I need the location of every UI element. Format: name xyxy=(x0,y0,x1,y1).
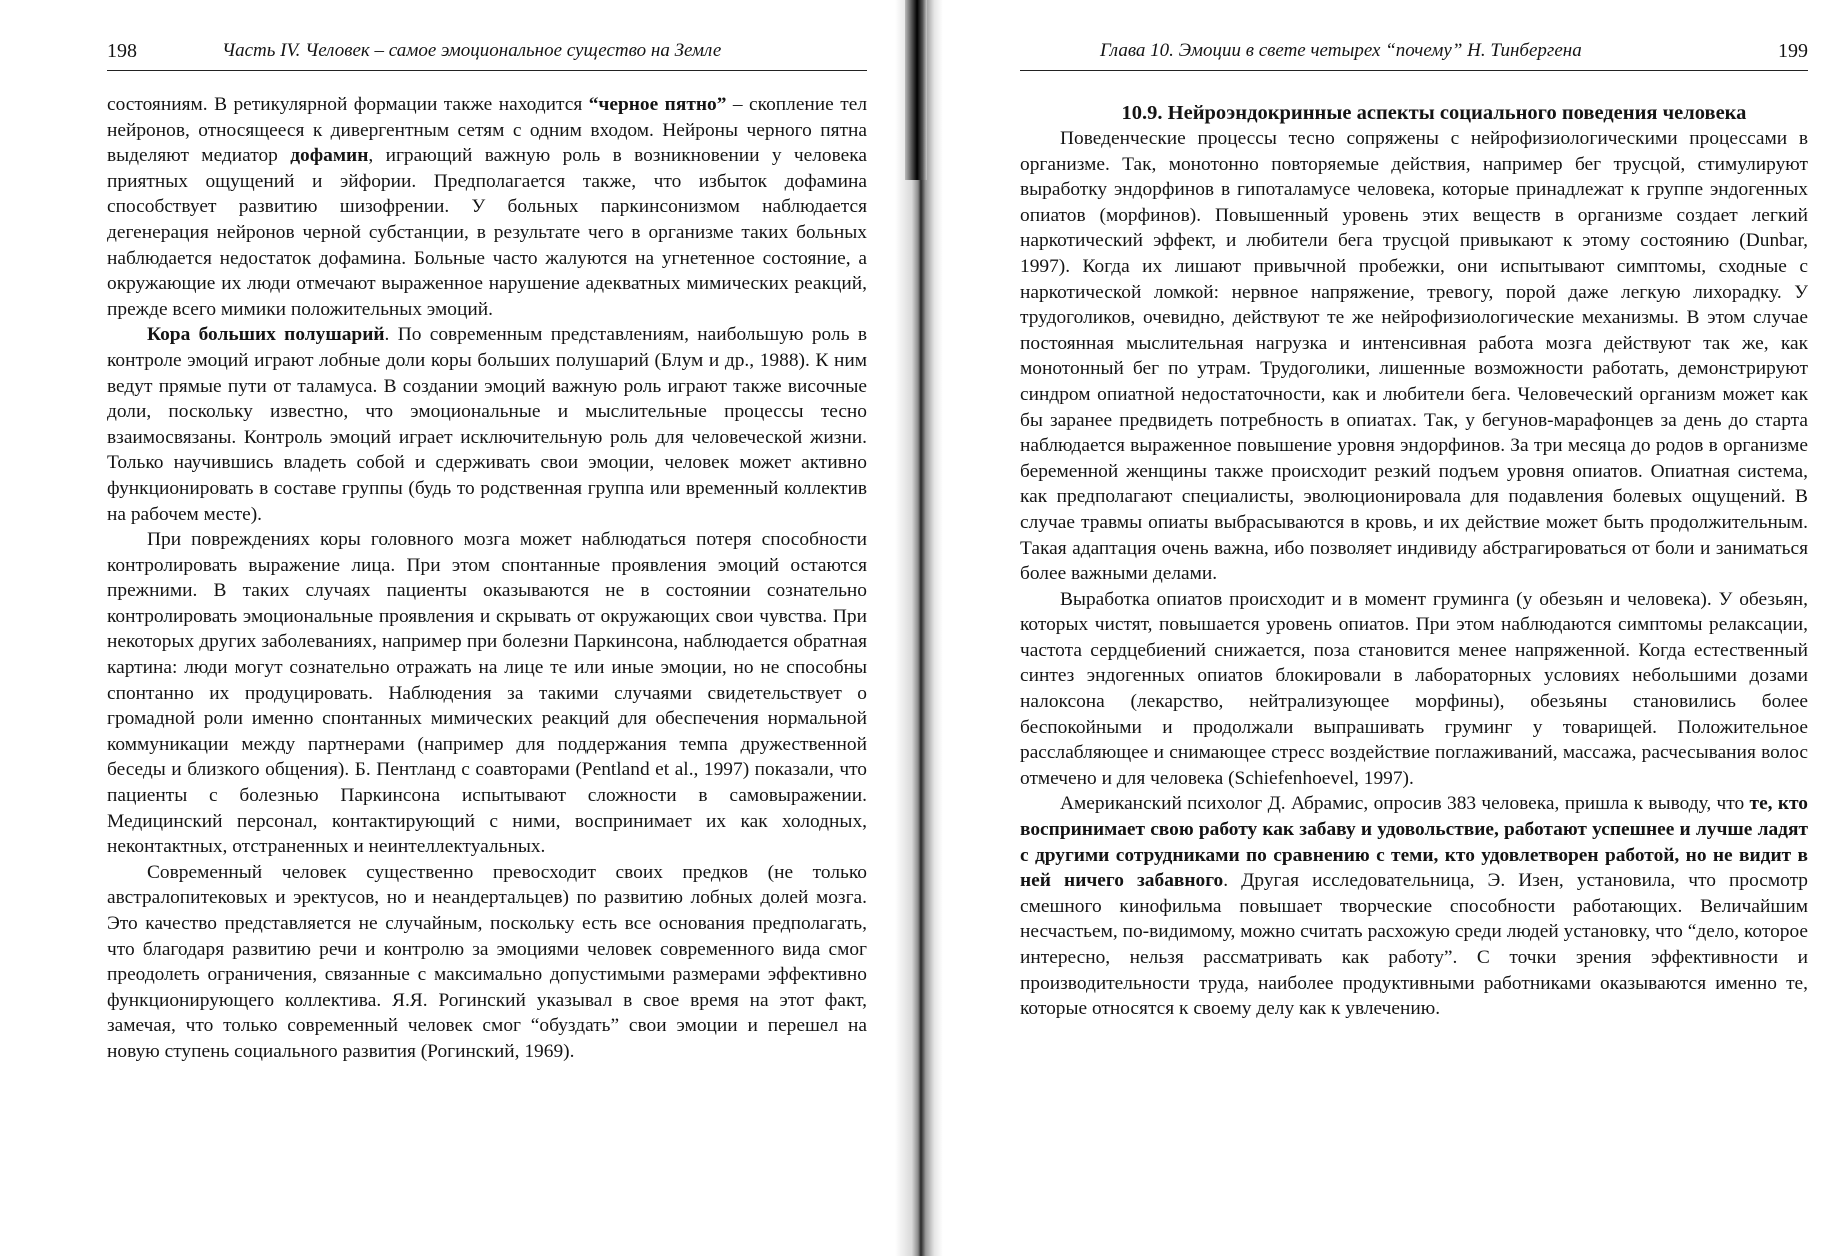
right-page-number: 199 xyxy=(1778,40,1808,62)
text-run: – скопление тел нейронов, относящееся к дивергентным сетям с одним входом. Нейроны черного пятна выделяют медиатор xyxy=(107,94,867,167)
right-paragraph-1: Поведенческие процессы тесно сопряжены с нейрофизиологическими процессами в организме. Так, монотонно повторяемые действия, например бег трусцой, стимулируют выработку эндорфинов в гипоталамусе человека, которые принадлежат к группе эндогенных опиатов (морфинов). Повышенный уровень этих веществ в организме создает легкий наркотический эффект, и любители бега трусцой привыкают к этому состоянию (Dunbar, 1997). Когда их лишают привычной пробежки, они испытывают симптомы, сходные с наркотической ломкой: нервное напряжение, тревогу, порой даже легкую лихорадку. У трудоголиков, очевидно, действуют те же нейрофизиологические механизмы. В этом случае постоянная мыслительная нагрузка и интенсивная работа мозга действуют так же, как монотонный бег по утрам. Трудоголики, лишенные возможности работать, демонстрируют синдром опиатной недостаточности, как и любители бега. Человеческий организм может как бы заранее предвидеть потребность в опиатах. Так, у бегунов-марафонцев за день до старта наблюдается выраженное повышение уровня эндорфинов. За три месяца до родов в организме беременной женщины также происходит резкий подъем уровня опиатов. Опиатная система, как предполагают специалисты, эволюционировала для подавления болевых ощущений. В случае травмы опиаты выбрасываются в кровь, и их действие может быть продолжительным. Такая адаптация очень важна, ибо позволяет индивиду абстрагироваться от боли и заниматься более важными делами. xyxy=(1020,128,1808,585)
left-page-body xyxy=(107,92,867,1065)
left-paragraph-3: При повреждениях коры головного мозга может наблюдаться потеря способности контролировать выражение лица. При этом спонтанные проявления эмоций остаются прежними. В таких случаях пациенты оказываются не в состоянии сознательно контролировать эмоциональные проявления и скрывать от окружающих свои чувства. При некоторых других заболеваниях, например при болезни Паркинсона, наблюдается обратная картина: люди могут сознательно отражать на лице те или иные эмоции, но не способны спонтанно их продуцировать. Наблюдения за такими случаями свидетельствует о громадной роли именно спонтанных мимических реакций для обеспечения нормальной коммуникации между партнерами (например для поддержания темпа дружественной беседы и близкого общения). Б. Пентланд с соавторами (Pentland et al., 1997) показали, что пациенты с болезнью Паркинсона испытывают сложности в самовыражении. Медицинский персонал, контактирующий с ними, воспринимает их как холодных, неконтактных, отстраненных и неинтеллектуальных. xyxy=(107,529,867,858)
book-gutter-top-shadow xyxy=(905,0,927,180)
text-run: . Другая исследовательница, Э. Изен, установила, что просмотр смешного кинофильма повышает творческие способности работающих. Величайшим несчастьем, по-видимому, можно считать расхожую среди людей установку, что “дело, которое интересно, нельзя рассматривать как работу”. С точки зрения эффективности и производительности труда, наиболее продуктивными работниками оказываются именно те, которые относятся к своему делу как к увлечению. xyxy=(1020,870,1808,1020)
left-page xyxy=(0,0,900,1256)
bold-term-cortex: Кора больших полушарий xyxy=(147,324,385,346)
left-paragraph-1 xyxy=(107,92,867,322)
left-header-rule xyxy=(107,70,867,71)
bold-term-black-spot: “черное пятно” xyxy=(588,94,727,115)
right-paragraph-2: Выработка опиатов происходит и в момент груминга (у обезьян и человека). У обезьян, которых чистят, повышается уровень опиатов. При этом наблюдаются симптомы релаксации, частота сердцебиений снижается, поза становится менее напряженной. Когда естественный синтез эндогенных опиатов блокировали в лабораторных условиях небольшими дозами налоксона (лекарство, нейтрализующее морфины), обезьяны становились более беспокойными и продолжали выпрашивать груминг у товарищей. Положительное расслабляющее и снимающее стресс воздействие поглаживаний, массажа, расчесывания волос отмечено и для человека (Schiefenhoevel, 1997). xyxy=(1020,588,1808,789)
right-page-body xyxy=(1020,100,1808,1022)
right-page-header xyxy=(1020,40,1808,74)
left-page-header xyxy=(107,40,867,74)
text-run: . По современным представлениям, наибольшую роль в контроле эмоций играют лобные доли коры больших полушарий (Блум и др., 1988). К ним ведут прямые пути от таламуса. В создании эмоций важную роль играют также височные доли, поскольку известно, что эмоциональные и мыслительные процессы тесно взаимосвязаны. Контроль эмоций играет исключительную роль для человеческой жизни. Только научившись владеть собой и сдерживать свои эмоции, человек может активно функционировать в составе группы (будь то родственная группа или временный коллектив на рабочем месте). xyxy=(107,324,867,525)
right-running-head: Глава 10. Эмоции в свете четырех “почему” Н. Тинбергена xyxy=(1100,40,1582,61)
left-paragraph-2 xyxy=(107,322,867,527)
left-paragraph-4: Современный человек существенно превосходит своих предков (не только австралопитековых и эректусов, но и неандертальцев) по развитию лобных долей мозга. Это качество представляется не случайным, поскольку есть все основания предполагать, что благодаря развитию речи и контролю за эмоциями человек современного вида смог преодолеть ограничения, связанные с максимально допустимыми размерами эффективно функционирующего коллектива. Я.Я. Рогинский указывал в свое время на этот факт, замечая, что только современный человек смог “обуздать” свои эмоции и перешел на новую ступень социального развития (Рогинский, 1969). xyxy=(107,861,867,1062)
text-run: Американский психолог Д. Абрамис, опросив 383 человека, пришла к выводу, что xyxy=(1060,793,1750,815)
right-paragraph-3 xyxy=(1020,791,1808,1021)
left-running-head: Часть IV. Человек – самое эмоциональное существо на Земле xyxy=(222,40,722,61)
text-run: , играющий важную роль в возникновении у человека приятных ощущений и эйфории. Предполагается также, что избыток дофамина способствует развитию шизофрении. У больных паркинсонизмом наблюдается дегенерация нейронов черной субстанции, в результате чего в организме таких больных наблюдается недостаток дофамина. Больные часто жалуются на угнетенное состояние, а окружающие их люди отмечают выраженное нарушение адекватных мимических реакций, прежде всего мимики положительных эмоций. xyxy=(107,145,867,320)
section-title: 10.9. Нейроэндокринные аспекты социального поведения человека xyxy=(1121,102,1747,124)
text-run: состояниям. В ретикулярной формации также находится xyxy=(107,94,589,115)
bold-term-dopamine: дофамин xyxy=(290,145,369,167)
left-page-number: 198 xyxy=(107,40,137,62)
bold-finding: те, кто воспринимает свою работу как забаву и удовольствие, работают успешнее и лучше ладят с другими сотрудниками по сравнению с теми, кто удовлетворен работой, но не видит в ней ничего забавного xyxy=(1020,793,1808,892)
right-header-rule xyxy=(1020,70,1808,71)
right-page xyxy=(935,0,1835,1256)
